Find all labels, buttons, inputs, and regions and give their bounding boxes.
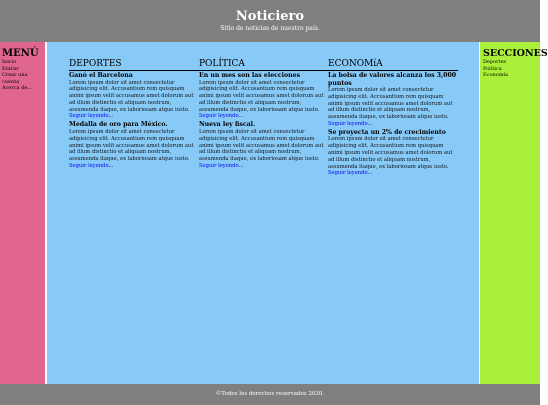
section-item-economia[interactable]: Economía: [483, 72, 509, 78]
column-title: POLÍTICA: [199, 59, 329, 71]
article-title: Ganó el Barcelona: [69, 72, 133, 79]
sections-sidebar: [480, 42, 548, 384]
column-deportes: [69, 59, 199, 170]
article-body: Lorem ipsum dolor sit amet consectetur adipisicing elit. Accusantium rem quisquam animi ipsum velit accusamus amet dolorum aut ad illum distinctio et aliquam nostrum, assumenda itaque, ex laboriosam atque iusto.: [328, 136, 453, 170]
section-item-politica[interactable]: Política: [483, 65, 502, 72]
article-body: Lorem ipsum dolor sit amet consectetur adipisicing elit. Accusantium rem quisquam animi ipsum velit accusamus amet dolorum aut ad illum distinctio et aliquam nostrum, assumenda itaque, ex laboriosam atque iusto.: [199, 79, 324, 113]
read-more-link[interactable]: Seguir leyendo...: [69, 162, 114, 169]
article-title: Nueva ley fiscal.: [199, 121, 256, 129]
menu-sidebar: [0, 42, 45, 384]
menu-item-entrar[interactable]: Entrar: [2, 65, 19, 72]
read-more-link[interactable]: Seguir leyendo...: [199, 162, 244, 169]
site-title: Noticiero: [235, 9, 305, 24]
site-subtitle: Sitio de noticias de nuestro país.: [220, 25, 320, 32]
section-item-deportes[interactable]: Deportes: [483, 59, 507, 65]
read-more-link[interactable]: Seguir leyendo...: [199, 113, 244, 120]
article-title: En un mes son las elecciones: [199, 72, 301, 79]
menu-item-acerca-de[interactable]: Acerca de...: [2, 85, 33, 91]
menu-item-inicio[interactable]: Inicio: [2, 59, 17, 65]
site-header: [0, 0, 540, 42]
column-title: DEPORTES: [69, 59, 199, 71]
article-title: Medalla de oro para México.: [69, 121, 168, 129]
article-title: La bolsa de valores alcanza los 3,000 puntos: [328, 72, 457, 87]
article-body: Lorem ipsum dolor sit amet consectetur adipisicing elit. Accusantium rem quisquam animi ipsum velit accusamus amet dolorum aut ad illum distinctio et aliquam nostrum, assumenda itaque, ex laboriosam atque iusto.: [199, 128, 324, 163]
article-title: Se proyecta un 2% de crecimiento: [328, 128, 446, 136]
column-economia: [328, 59, 458, 177]
sections-title: SECCIONES: [483, 48, 548, 59]
read-more-link[interactable]: Seguir leyendo...: [328, 120, 373, 127]
read-more-link[interactable]: Seguir leyendo...: [69, 113, 114, 120]
column-title: ECONOMíA: [328, 59, 458, 71]
site-footer: [0, 384, 540, 405]
article-body: Lorem ipsum dolor sit amet consectetur adipisicing elit. Accusantium rem quisquam animi ipsum velit accusamus amet dolorum aut ad illum distinctio et aliquam nostrum, assumenda itaque, ex laboriosam atque iusto.: [69, 128, 194, 163]
menu-title: MENÚ: [2, 48, 39, 59]
read-more-link[interactable]: Seguir leyendo...: [328, 170, 373, 177]
main-content: [47, 42, 479, 384]
menu-item-crear-cuenta[interactable]: Crear una cuenta: [2, 72, 28, 85]
article-body: Lorem ipsum dolor sit amet consectetur adipisicing elit. Accusantium rem quisquam animi ipsum velit accusamus amet dolorum aut ad illum distinctio et aliquam nostrum, assumenda itaque, ex laboriosam atque iusto.: [328, 87, 453, 121]
column-politica: [199, 59, 329, 170]
copyright-text: ©Todos los derechos reservados 2020.: [215, 391, 325, 397]
article-body: Lorem ipsum dolor sit amet consectetur adipisicing elit. Accusantium rem quisquam animi ipsum velit accusamus amet dolorum aut ad illum distinctio et aliquam nostrum, assumenda itaque, ex laboriosam atque iusto.: [69, 79, 194, 113]
